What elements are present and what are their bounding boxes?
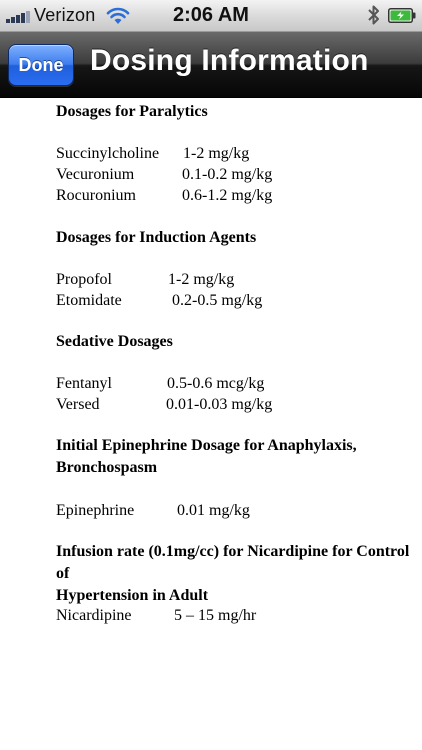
drug-name: Versed: [56, 396, 100, 413]
section-title-paralytics: Dosages for Paralytics: [56, 103, 208, 120]
section-title-line: Hypertension in Adult: [56, 587, 209, 604]
drug-dose: 0.5-0.6 mcg/kg: [167, 375, 265, 392]
dose-row-propofol: [56, 269, 235, 290]
section-title-nicardipine: [56, 541, 416, 607]
drug-name: Epinephrine: [56, 502, 135, 519]
section-title-line: Initial Epinephrine Dosage for Anaphylaxis,: [56, 437, 357, 454]
page-title: Dosing Information: [90, 44, 369, 77]
drug-dose: 0.6-1.2 mg/kg: [182, 187, 273, 204]
drug-name: Propofol: [56, 271, 112, 288]
drug-dose: 0.01-0.03 mg/kg: [166, 396, 273, 413]
bluetooth-icon: [367, 4, 381, 26]
dose-row-vecuronium: [56, 164, 273, 185]
drug-dose: 1-2 mg/kg: [183, 145, 250, 162]
drug-name: Fentanyl: [56, 375, 112, 392]
drug-dose: 0.01 mg/kg: [177, 502, 250, 519]
drug-name: Succinylcholine: [56, 145, 160, 162]
dose-row-fentanyl: [56, 373, 265, 394]
carrier-name: Verizon: [34, 5, 96, 25]
section-title-epinephrine: [56, 435, 416, 479]
drug-name: Nicardipine: [56, 607, 132, 624]
drug-dose: 5 – 15 mg/hr: [174, 607, 257, 624]
section-title-line: Infusion rate (0.1mg/cc) for Nicardipine for Control of: [56, 543, 410, 582]
dosing-content[interactable]: [0, 98, 422, 750]
dose-row-etomidate: [56, 290, 263, 311]
status-bar: [0, 0, 422, 32]
dose-row-epinephrine: [56, 500, 250, 521]
dose-row-rocuronium: [56, 185, 273, 206]
drug-dose: 0.2-0.5 mg/kg: [172, 292, 263, 309]
done-button[interactable]: Done: [8, 44, 74, 86]
dose-row-versed: [56, 394, 273, 415]
battery-charging-icon: [388, 8, 416, 23]
drug-dose: 0.1-0.2 mg/kg: [182, 166, 273, 183]
dose-row-succinylcholine: [56, 143, 250, 164]
status-time: 2:06 AM: [173, 4, 249, 26]
drug-name: Rocuronium: [56, 187, 136, 204]
section-title-induction-agents: Dosages for Induction Agents: [56, 229, 257, 246]
drug-name: Vecuronium: [56, 166, 135, 183]
drug-name: Etomidate: [56, 292, 122, 309]
navigation-bar: [0, 32, 422, 98]
section-title-sedative: Sedative Dosages: [56, 333, 173, 350]
section-title-line: Bronchospasm: [56, 459, 158, 476]
drug-dose: 1-2 mg/kg: [168, 271, 235, 288]
dose-row-nicardipine: [56, 605, 257, 626]
